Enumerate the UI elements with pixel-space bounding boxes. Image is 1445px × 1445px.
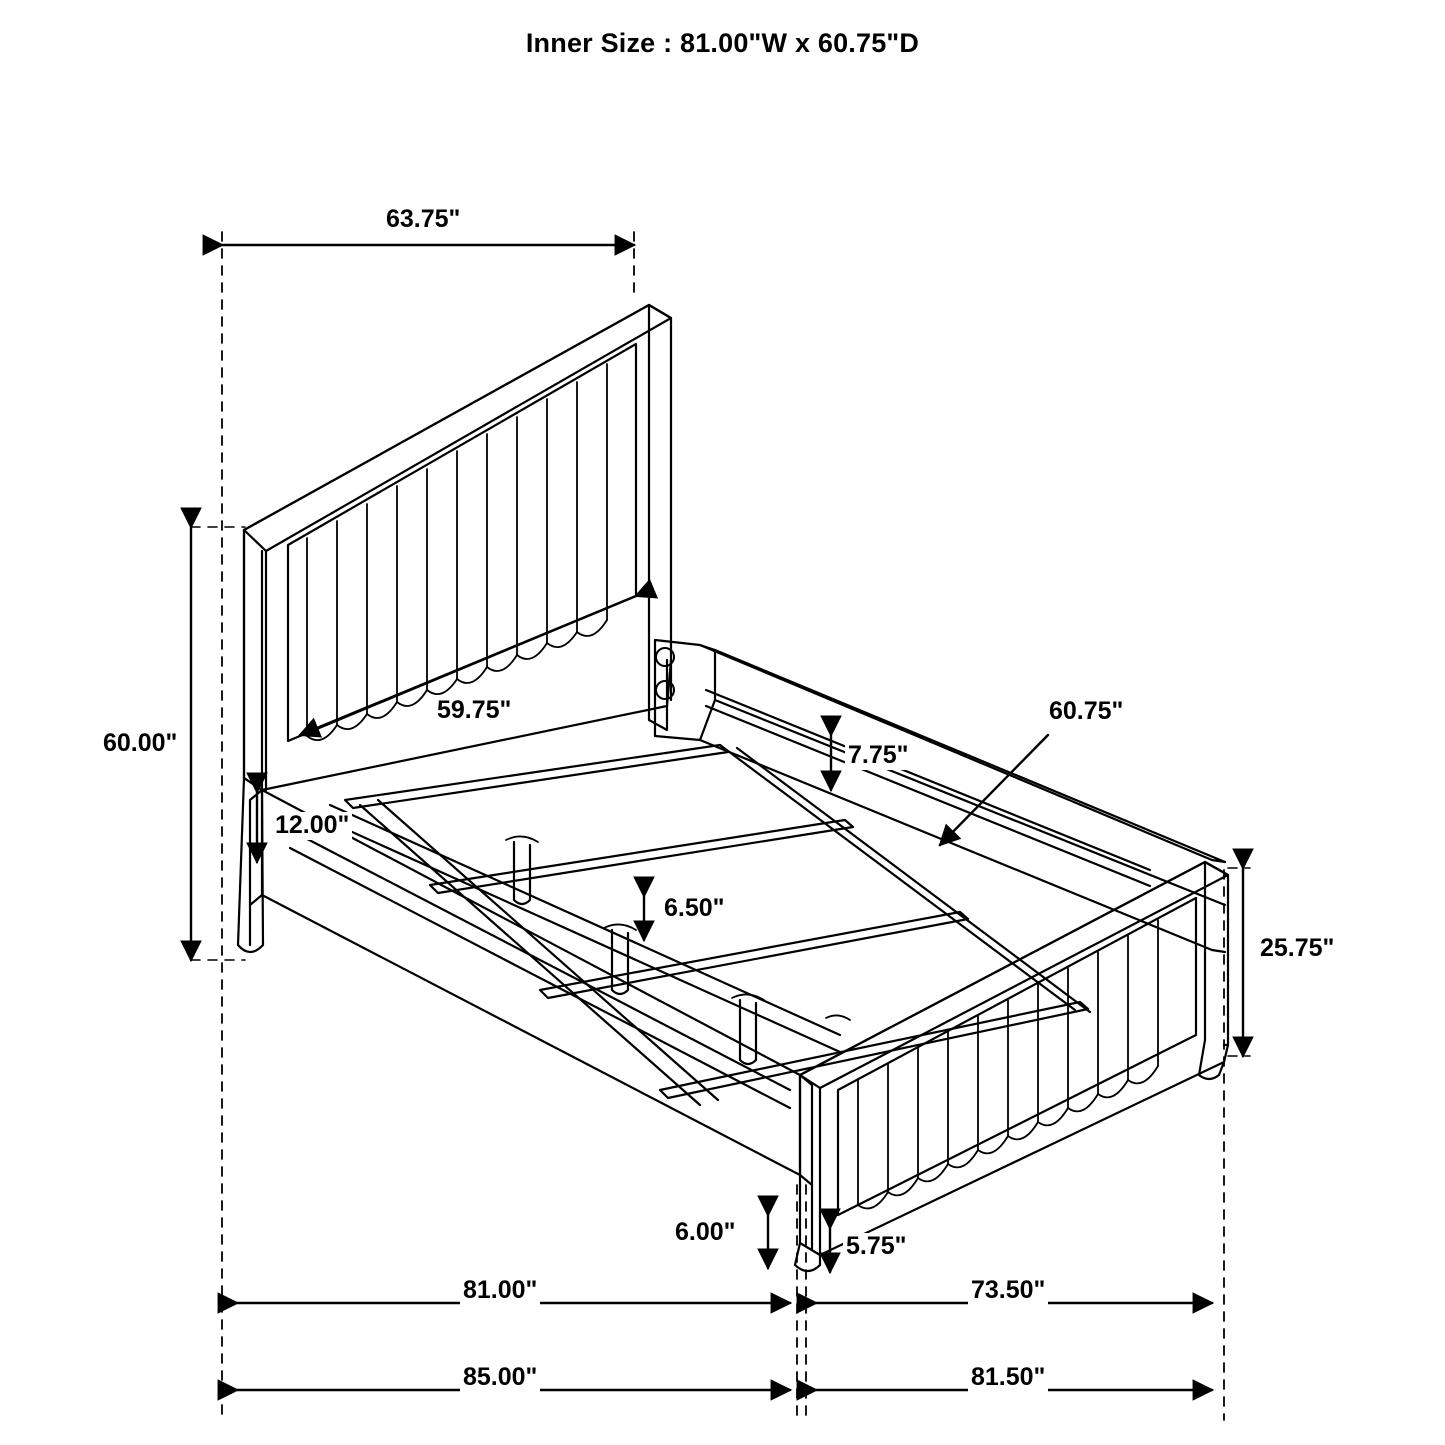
dimension-label-center-leg-height: 6.50": [661, 895, 728, 923]
dimension-label-headboard-panel-width: 59.75": [434, 697, 514, 725]
dimension-label-deck-to-headboard: 12.00": [272, 812, 352, 840]
dimension-label-footboard-height: 25.75": [1257, 935, 1337, 963]
dimension-label-headboard-height: 60.00": [100, 730, 180, 758]
dimension-label-inner-depth: 60.75": [1046, 698, 1126, 726]
dimension-label-side-rail-height: 7.75": [845, 742, 912, 770]
dimension-label-footboard-clearance: 6.00": [672, 1219, 739, 1247]
dimension-label-foot-rail-offset: 5.75": [843, 1233, 910, 1261]
dimension-label-overall-width: 81.50": [968, 1364, 1048, 1392]
dimension-label-footboard-width: 73.50": [968, 1277, 1048, 1305]
dimension-label-headboard-width: 63.75": [383, 206, 463, 234]
dimension-label-inner-length: 81.00": [460, 1277, 540, 1305]
dimension-label-overall-length: 85.00": [460, 1364, 540, 1392]
page-title: Inner Size : 81.00"W x 60.75"D: [525, 28, 920, 58]
